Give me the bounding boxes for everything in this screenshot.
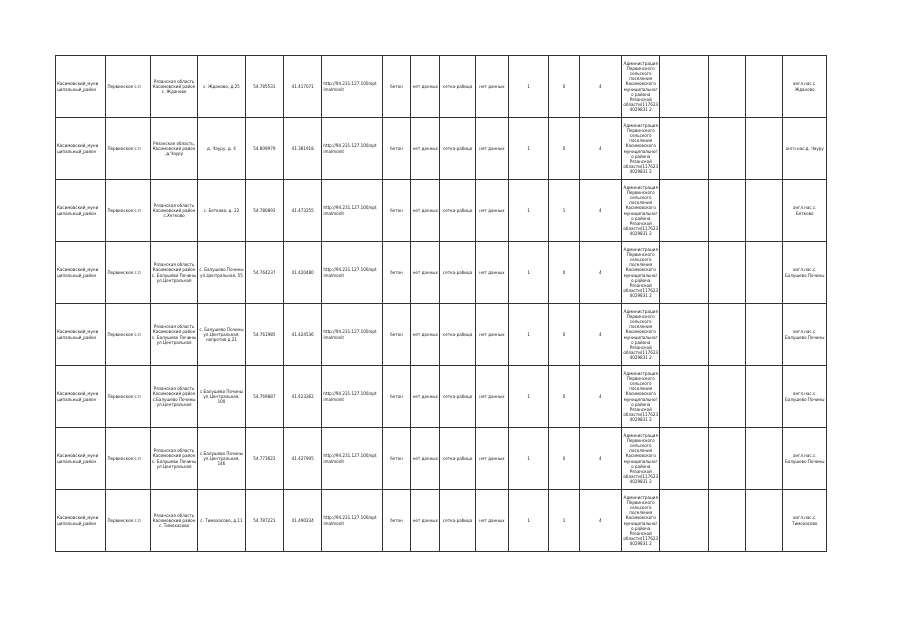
empty-cell: [660, 56, 708, 118]
empty-cell: [746, 304, 783, 366]
latitude-cell: 54.787221: [245, 490, 283, 552]
served-area-cell: англ.нас.с. Бетково: [783, 180, 827, 242]
latitude-cell: 54.773622: [245, 428, 283, 490]
owner-cell: Администрация Первинского сельского поселения Касимовского муниципального района Рязанской области(1176234029831 2: [622, 180, 660, 242]
empty-cell: [660, 366, 708, 428]
volume-cell: 4: [579, 118, 621, 180]
address-cell: Рязанская область, Касимовский район ,д.Чауру: [150, 118, 197, 180]
empty-cell: [746, 180, 783, 242]
surface-cell: бетон: [382, 118, 410, 180]
material-cell: нет данных: [475, 304, 508, 366]
empty-cell: [708, 56, 745, 118]
settlement-cell: Первинское с.п: [106, 56, 150, 118]
empty-cell: [746, 366, 783, 428]
container-count-cell: 1: [509, 180, 549, 242]
area-cell: нет данных: [411, 56, 440, 118]
surface-cell: бетон: [382, 56, 410, 118]
served-area-cell: англ.нас.с. Балушево Почины: [783, 242, 827, 304]
settlement-cell: Первинское с.п: [106, 304, 150, 366]
planned-count-cell: 0: [549, 118, 579, 180]
surface-cell: бетон: [382, 242, 410, 304]
fence-cell: сетка-рабица: [440, 366, 475, 428]
fence-cell: сетка-рабица: [440, 118, 475, 180]
settlement-cell: Первинское с.п: [106, 180, 150, 242]
table-row: [56, 242, 827, 304]
container-count-cell: 1: [509, 428, 549, 490]
material-cell: нет данных: [475, 56, 508, 118]
material-cell: нет данных: [475, 180, 508, 242]
empty-cell: [660, 180, 708, 242]
area-cell: нет данных: [411, 366, 440, 428]
fence-cell: сетка-рабица: [440, 304, 475, 366]
owner-cell: Администрация Первинского сельского поселения Касимовского муниципального района Рязанской области(1176234029831 2: [622, 304, 660, 366]
table-row: [56, 118, 827, 180]
settlement-cell: Первинское с.п: [106, 490, 150, 552]
empty-cell: [708, 118, 745, 180]
volume-cell: 4: [579, 242, 621, 304]
longitude-cell: 41.381918: [284, 118, 322, 180]
container-count-cell: 1: [509, 304, 549, 366]
street-cell: с. Балушево Почины ул.Центральная, 55: [198, 242, 245, 304]
monitoring-url-cell: http://94.231.127.100/opt imalmonit: [322, 490, 383, 552]
owner-cell: Администрация Первинского сельского поселения Касимовского муниципального района Рязанской области(1176234029831 2: [622, 366, 660, 428]
table-row: [56, 490, 827, 552]
served-area-cell: англ.нас.с. Балушево Почины: [783, 428, 827, 490]
district-cell: Касимовский_муни ципальный_район: [56, 118, 106, 180]
district-cell: Касимовский_муни ципальный_район: [56, 490, 106, 552]
settlement-cell: Первинское с.п: [106, 366, 150, 428]
street-cell: с.Балушево Почины ул.Центральная, 146: [198, 428, 245, 490]
planned-count-cell: 0: [549, 366, 579, 428]
monitoring-url-cell: http://94.231.127.100/opt imalmonit: [322, 366, 383, 428]
planned-count-cell: 1: [549, 490, 579, 552]
surface-cell: бетон: [382, 366, 410, 428]
empty-cell: [708, 366, 745, 428]
monitoring-url-cell: http://94.231.127.100/opt imalmonit: [322, 180, 383, 242]
latitude-cell: 54.780893: [245, 180, 283, 242]
district-cell: Касимовский_муни ципальный_район: [56, 180, 106, 242]
area-cell: нет данных: [411, 304, 440, 366]
material-cell: нет данных: [475, 118, 508, 180]
surface-cell: бетон: [382, 180, 410, 242]
street-cell: с.Балушево Почины ул.Центральная, 100: [198, 366, 245, 428]
monitoring-url-cell: http://94.231.127.100/opt imalmonit: [322, 56, 383, 118]
fence-cell: сетка-рабица: [440, 56, 475, 118]
fence-cell: сетка-рабица: [440, 490, 475, 552]
longitude-cell: 41.417071: [284, 56, 322, 118]
district-cell: Касимовский_муни ципальный_район: [56, 242, 106, 304]
empty-cell: [746, 428, 783, 490]
planned-count-cell: 0: [549, 304, 579, 366]
district-cell: Касимовский_муни ципальный_район: [56, 304, 106, 366]
address-cell: Рязанская область Касимовский район с.Хетково: [150, 180, 197, 242]
area-cell: нет данных: [411, 428, 440, 490]
volume-cell: 4: [579, 56, 621, 118]
empty-cell: [708, 304, 745, 366]
monitoring-url-cell: http://94.231.127.100/opt imalmonit: [322, 428, 383, 490]
empty-cell: [660, 304, 708, 366]
longitude-cell: 41.427905: [284, 428, 322, 490]
street-cell: с. Жданово, д.25: [198, 56, 245, 118]
longitude-cell: 41.424536: [284, 304, 322, 366]
empty-cell: [660, 428, 708, 490]
served-area-cell: англ.нас.с. Тимохасово: [783, 490, 827, 552]
served-area-cell: англ.нас.с. Балушево Почины: [783, 366, 827, 428]
area-cell: нет данных: [411, 118, 440, 180]
empty-cell: [660, 242, 708, 304]
district-cell: Касимовский_муни ципальный_район: [56, 428, 106, 490]
district-cell: Касимовский_муни ципальный_район: [56, 56, 106, 118]
street-cell: с. Бетково, д. 22: [198, 180, 245, 242]
owner-cell: Администрация Первинского сельского поселения Касимовского муниципального района Рязанской области(1176234029831 2: [622, 56, 660, 118]
planned-count-cell: 0: [549, 56, 579, 118]
container-count-cell: 1: [509, 490, 549, 552]
container-count-cell: 1: [509, 242, 549, 304]
volume-cell: 4: [579, 428, 621, 490]
address-cell: Рязанская область Касимовский район с. Жданово: [150, 56, 197, 118]
served-area-cell: англ.нас.д. Чауру: [783, 118, 827, 180]
surface-cell: бетон: [382, 304, 410, 366]
street-cell: с. Тимохасово, д.11: [198, 490, 245, 552]
fence-cell: сетка-рабица: [440, 428, 475, 490]
fence-cell: сетка-рабица: [440, 242, 475, 304]
planned-count-cell: 0: [549, 428, 579, 490]
volume-cell: 4: [579, 490, 621, 552]
address-cell: Рязанская область Касимовский район с. Балушево Почины ул.Центральная: [150, 428, 197, 490]
served-area-cell: англ.нас.с. Жданово: [783, 56, 827, 118]
container-count-cell: 1: [509, 118, 549, 180]
longitude-cell: 41.423362: [284, 366, 322, 428]
address-cell: Рязанская область Касимовский район с. Балушево Почины ул.Центральная: [150, 304, 197, 366]
owner-cell: Администрация Первинского сельского поселения Касимовского муниципального района Рязанской области(1176234029831 2: [622, 490, 660, 552]
empty-cell: [746, 118, 783, 180]
latitude-cell: 54.761985: [245, 304, 283, 366]
material-cell: нет данных: [475, 242, 508, 304]
address-cell: Рязанская область Касимовский район с. Тимохасово: [150, 490, 197, 552]
district-cell: Касимовский_муни ципальный_район: [56, 366, 106, 428]
material-cell: нет данных: [475, 428, 508, 490]
address-cell: Рязанская область Касимовский район с.Балушево Почины ул.Центральная: [150, 366, 197, 428]
container-sites-table: [55, 55, 827, 552]
fence-cell: сетка-рабица: [440, 180, 475, 242]
street-cell: с. Балушево Почины ул.Центральная, напротив д.21: [198, 304, 245, 366]
longitude-cell: 41.473255: [284, 180, 322, 242]
monitoring-url-cell: http://94.231.127.100/opt imalmonit: [322, 118, 383, 180]
empty-cell: [746, 490, 783, 552]
material-cell: нет данных: [475, 366, 508, 428]
table-body: [56, 56, 827, 552]
longitude-cell: 41.490234: [284, 490, 322, 552]
material-cell: нет данных: [475, 490, 508, 552]
table-row: [56, 180, 827, 242]
table-row: [56, 304, 827, 366]
volume-cell: 4: [579, 304, 621, 366]
container-count-cell: 1: [509, 366, 549, 428]
area-cell: нет данных: [411, 490, 440, 552]
empty-cell: [660, 490, 708, 552]
empty-cell: [746, 242, 783, 304]
surface-cell: бетон: [382, 490, 410, 552]
surface-cell: бетон: [382, 428, 410, 490]
empty-cell: [746, 56, 783, 118]
empty-cell: [708, 490, 745, 552]
settlement-cell: Первинское с.п: [106, 242, 150, 304]
planned-count-cell: 0: [549, 242, 579, 304]
latitude-cell: 54.769887: [245, 366, 283, 428]
latitude-cell: 54.809979: [245, 118, 283, 180]
empty-cell: [708, 242, 745, 304]
planned-count-cell: 1: [549, 180, 579, 242]
table-row: [56, 56, 827, 118]
empty-cell: [660, 118, 708, 180]
table-row: [56, 428, 827, 490]
area-cell: нет данных: [411, 180, 440, 242]
owner-cell: Администрация Первинского сельского поселения Касимовского муниципального района Рязанской области(1176234029831 2: [622, 428, 660, 490]
longitude-cell: 41.420480: [284, 242, 322, 304]
area-cell: нет данных: [411, 242, 440, 304]
monitoring-url-cell: http://94.231.127.100/opt imalmonit: [322, 242, 383, 304]
table-row: [56, 366, 827, 428]
latitude-cell: 54.764237: [245, 242, 283, 304]
address-cell: Рязанская область Касимовский район с. Балушево Почины ул.Центральная: [150, 242, 197, 304]
volume-cell: 4: [579, 180, 621, 242]
monitoring-url-cell: http://94.231.127.100/opt imalmonit: [322, 304, 383, 366]
street-cell: д. Чауру, д. 4: [198, 118, 245, 180]
container-count-cell: 1: [509, 56, 549, 118]
settlement-cell: Первинское с.п: [106, 118, 150, 180]
settlement-cell: Первинское с.п: [106, 428, 150, 490]
empty-cell: [708, 428, 745, 490]
volume-cell: 4: [579, 366, 621, 428]
owner-cell: Администрация Первинского сельского поселения Касимовского муниципального района Рязанской области(1176234029831 2: [622, 118, 660, 180]
registry-sheet: [55, 55, 827, 552]
served-area-cell: англ.нас.с. Балушево Почины: [783, 304, 827, 366]
owner-cell: Администрация Первинского сельского поселения Касимовского муниципального района Рязанской области(1176234029831 2: [622, 242, 660, 304]
empty-cell: [708, 180, 745, 242]
latitude-cell: 54.785531: [245, 56, 283, 118]
